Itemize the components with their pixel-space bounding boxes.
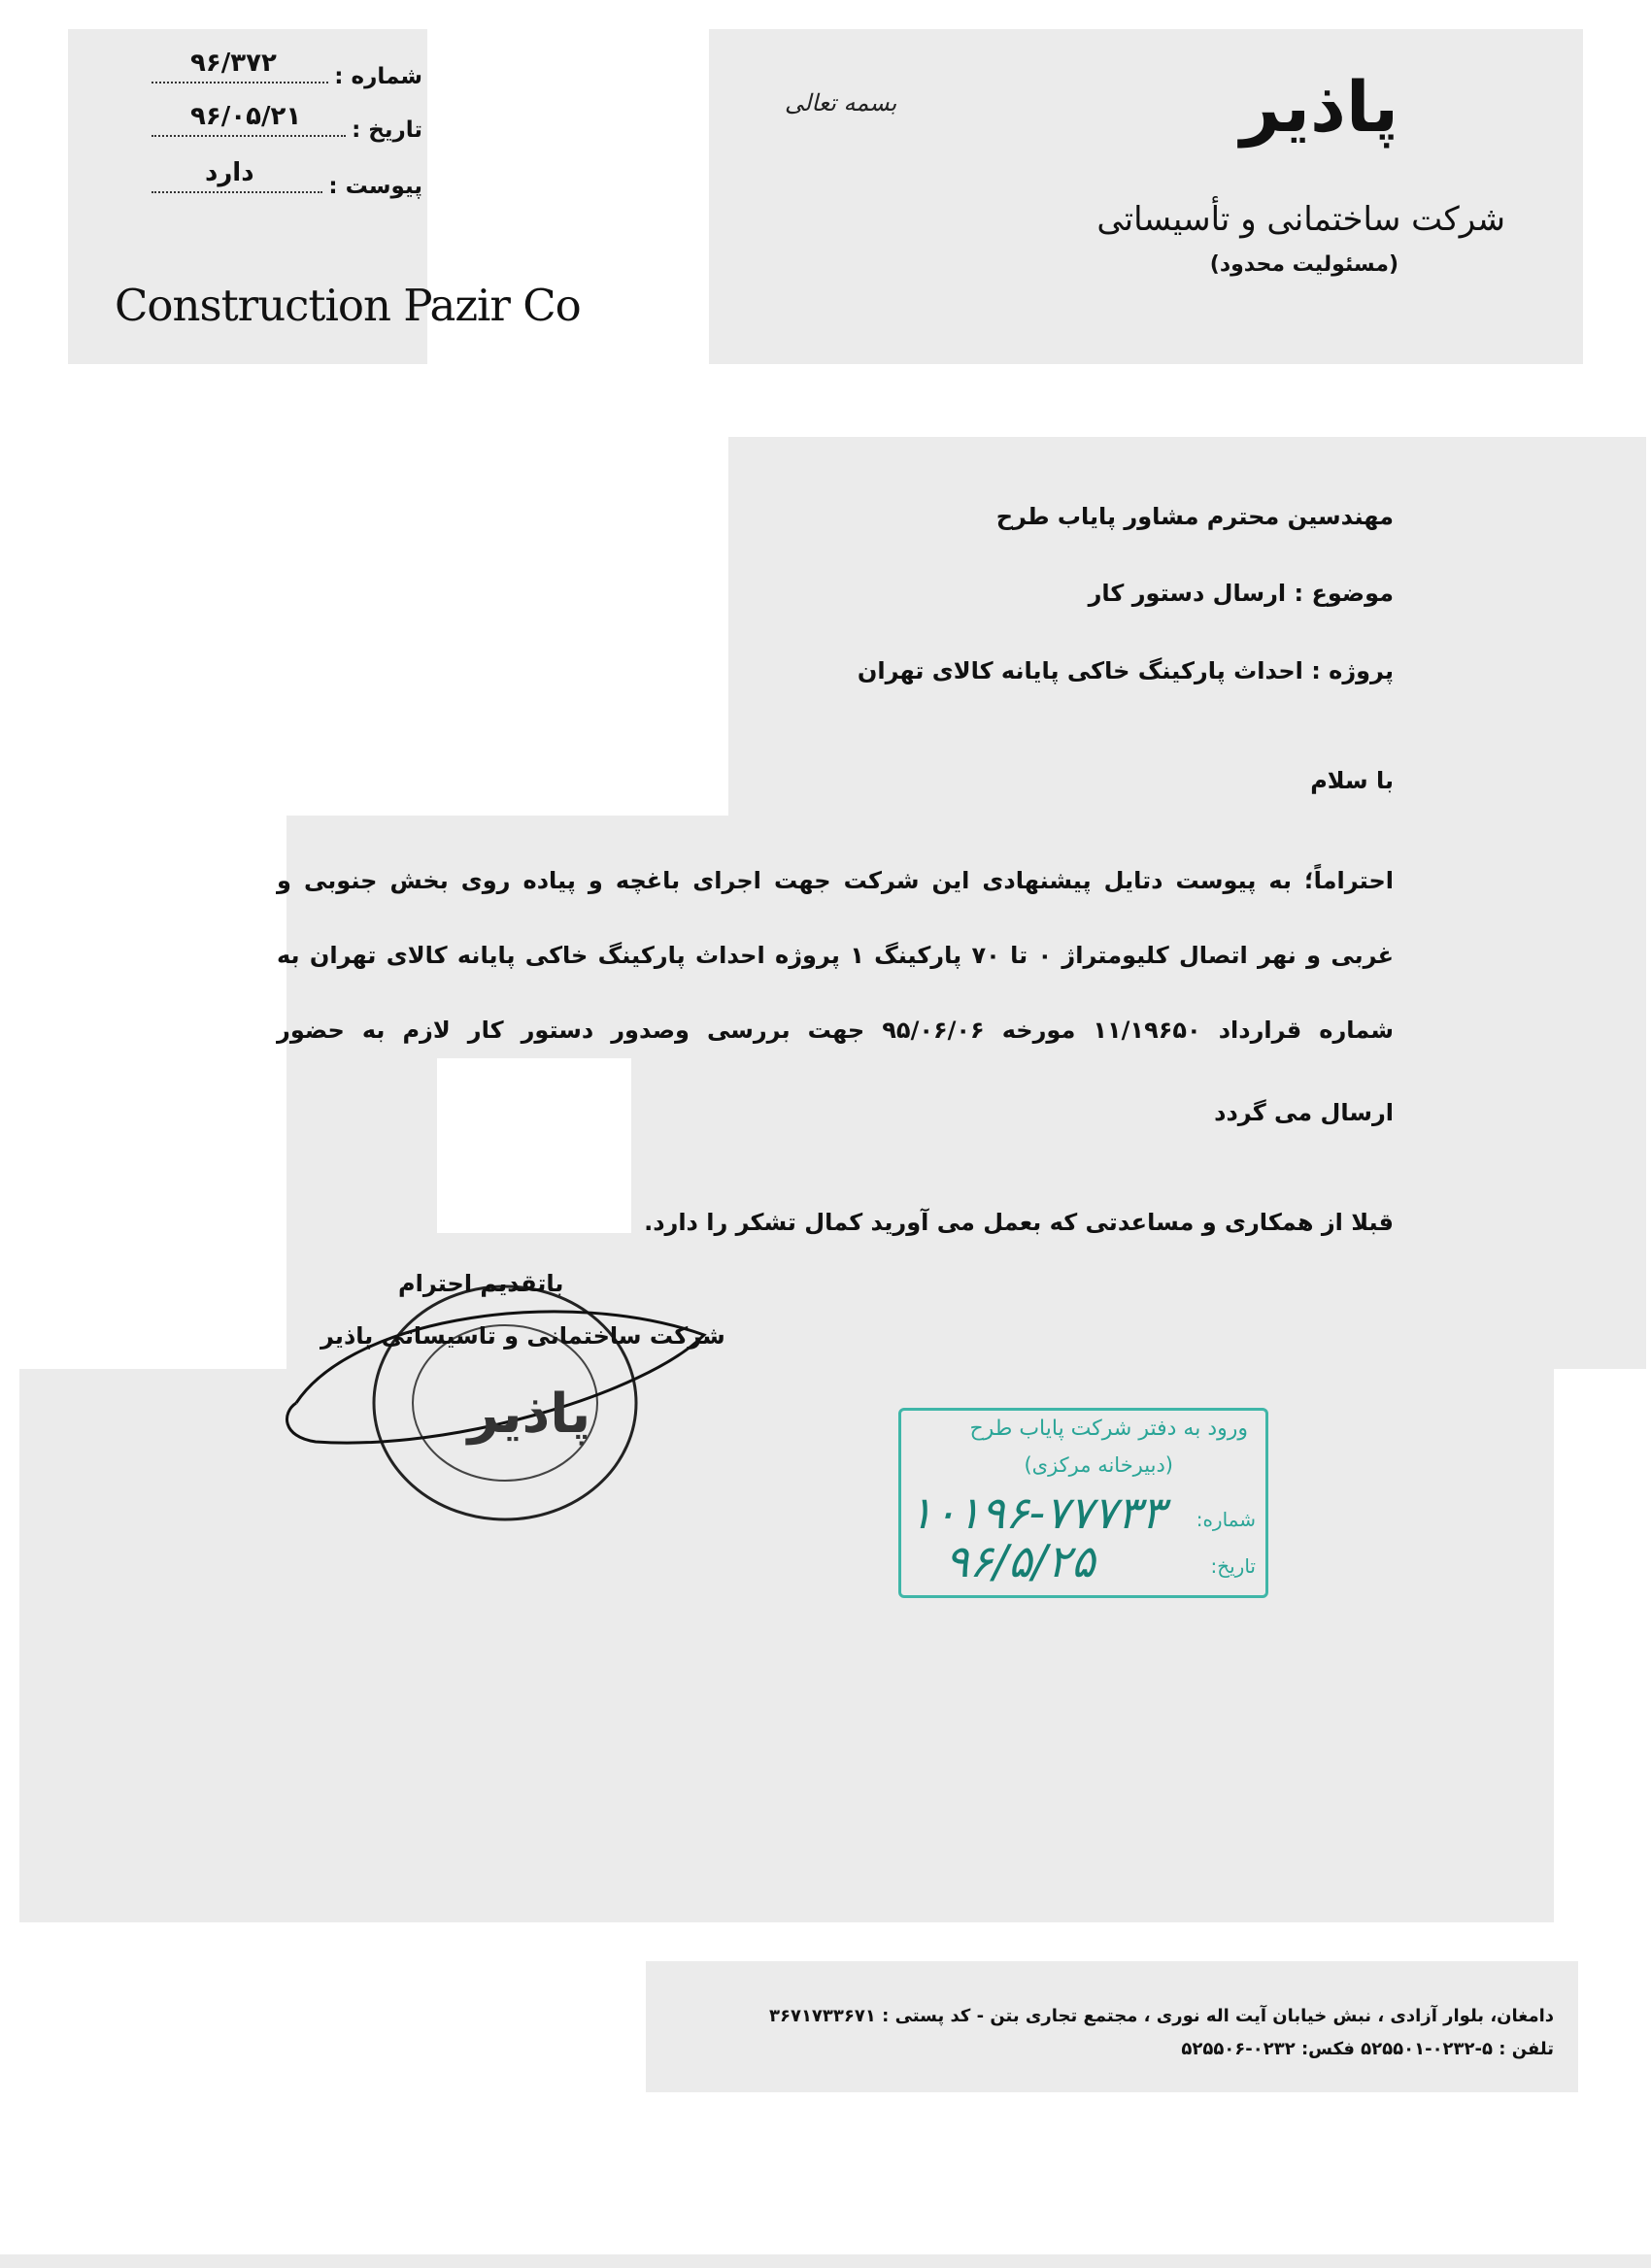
letter-date-value: ۹۶/۰۵/۲۱ — [190, 102, 302, 131]
subject: موضوع : ارسال دستور کار — [1088, 580, 1394, 607]
signature-regards: باتقدیم احترام — [398, 1270, 564, 1297]
closing-line: قبلا از همکاری و مساعدتی که بعمل می آورید کمال تشکر را دارد. — [644, 1209, 1394, 1236]
project: پروژه : احداث پارکینگ خاکی پایانه کالای تهران — [857, 657, 1394, 684]
signature-company: شرکت ساختمانی و تاسیساتی پاذیر — [320, 1322, 725, 1350]
body-line: شماره قرارداد ۱۱/۱۹۶۵۰ مورخه ۹۵/۰۶/۰۶ جهت بررسی وصدور دستور کار لازم به حضور — [277, 1017, 1394, 1044]
scan-bottom-strip — [0, 2254, 1651, 2268]
company-name-en: Construction Pazir Co — [115, 280, 581, 331]
scan-footer-band — [646, 1961, 1578, 2092]
company-name-fa: شرکت ساختمانی و تأسیساتی — [1096, 200, 1505, 239]
attachment-label: پیوست : — [328, 174, 422, 199]
letter-number-label: شماره : — [334, 64, 422, 89]
stamp-subtitle: (دبیرخانه مرکزی) — [1024, 1453, 1173, 1477]
stamp-date-value: ۹۶/۵/۲۵ — [945, 1535, 1095, 1587]
seal-text: پاذیر — [467, 1383, 591, 1446]
stamp-number-value: ۱۰۱۹۶-۷۷۷۳۳ — [909, 1486, 1165, 1539]
letter-date-row — [146, 104, 422, 143]
company-liability: (مسئولیت محدود) — [1209, 252, 1398, 277]
letter-number-value: ۹۶/۳۷۲ — [190, 49, 277, 78]
stamp-title: ورود به دفتر شرکت پایاب طرح — [969, 1417, 1248, 1441]
body-line: غربی و نهر اتصال کلیومتراژ ۰ تا ۷۰ پارکینگ ۱ پروژه احداث پارکینگ خاکی پایانه کالای تهران به — [277, 942, 1394, 969]
footer-phone: تلفن : ۵-۰۲۳۲-۵۲۵۵۰۱ فکس: ۰۲۳۲-۵۲۵۵۰۶ — [1181, 2039, 1554, 2059]
signature-seal — [277, 1257, 724, 1539]
stamp-number-label: شماره: — [1196, 1508, 1256, 1531]
letter-date-label: تاریخ : — [352, 117, 422, 143]
footer-address: دامغان، بلوار آزادی ، نبش خیابان آیت اله نوری ، مجتمع تجاری بتن - کد پستی : ۳۶۷۱۷۳۳۶۷۱ — [768, 2006, 1554, 2026]
redaction-mid — [437, 1058, 631, 1233]
body-line: ارسال می گردد — [1214, 1099, 1394, 1126]
scan-lower-band — [19, 1369, 1554, 1922]
stamp-date-label: تاریخ: — [1210, 1554, 1256, 1578]
received-stamp — [898, 1408, 1268, 1598]
greeting: با سلام — [1310, 767, 1394, 794]
attachment-value: دارد — [205, 158, 254, 187]
basmala: بسمه تعالی — [785, 89, 897, 117]
recipient: مهندسین محترم مشاور پایاب طرح — [995, 503, 1394, 530]
attachment-row — [146, 160, 422, 199]
body-line: احتراماً؛ به پیوست دتایل پیشنهادی این شرکت جهت اجرای باغچه و پیاده روی بخش جنوبی و — [277, 867, 1394, 894]
company-logo-wordmark: پاذیر — [1240, 66, 1398, 148]
letter-number-row — [146, 50, 422, 89]
redaction-left — [286, 408, 728, 816]
